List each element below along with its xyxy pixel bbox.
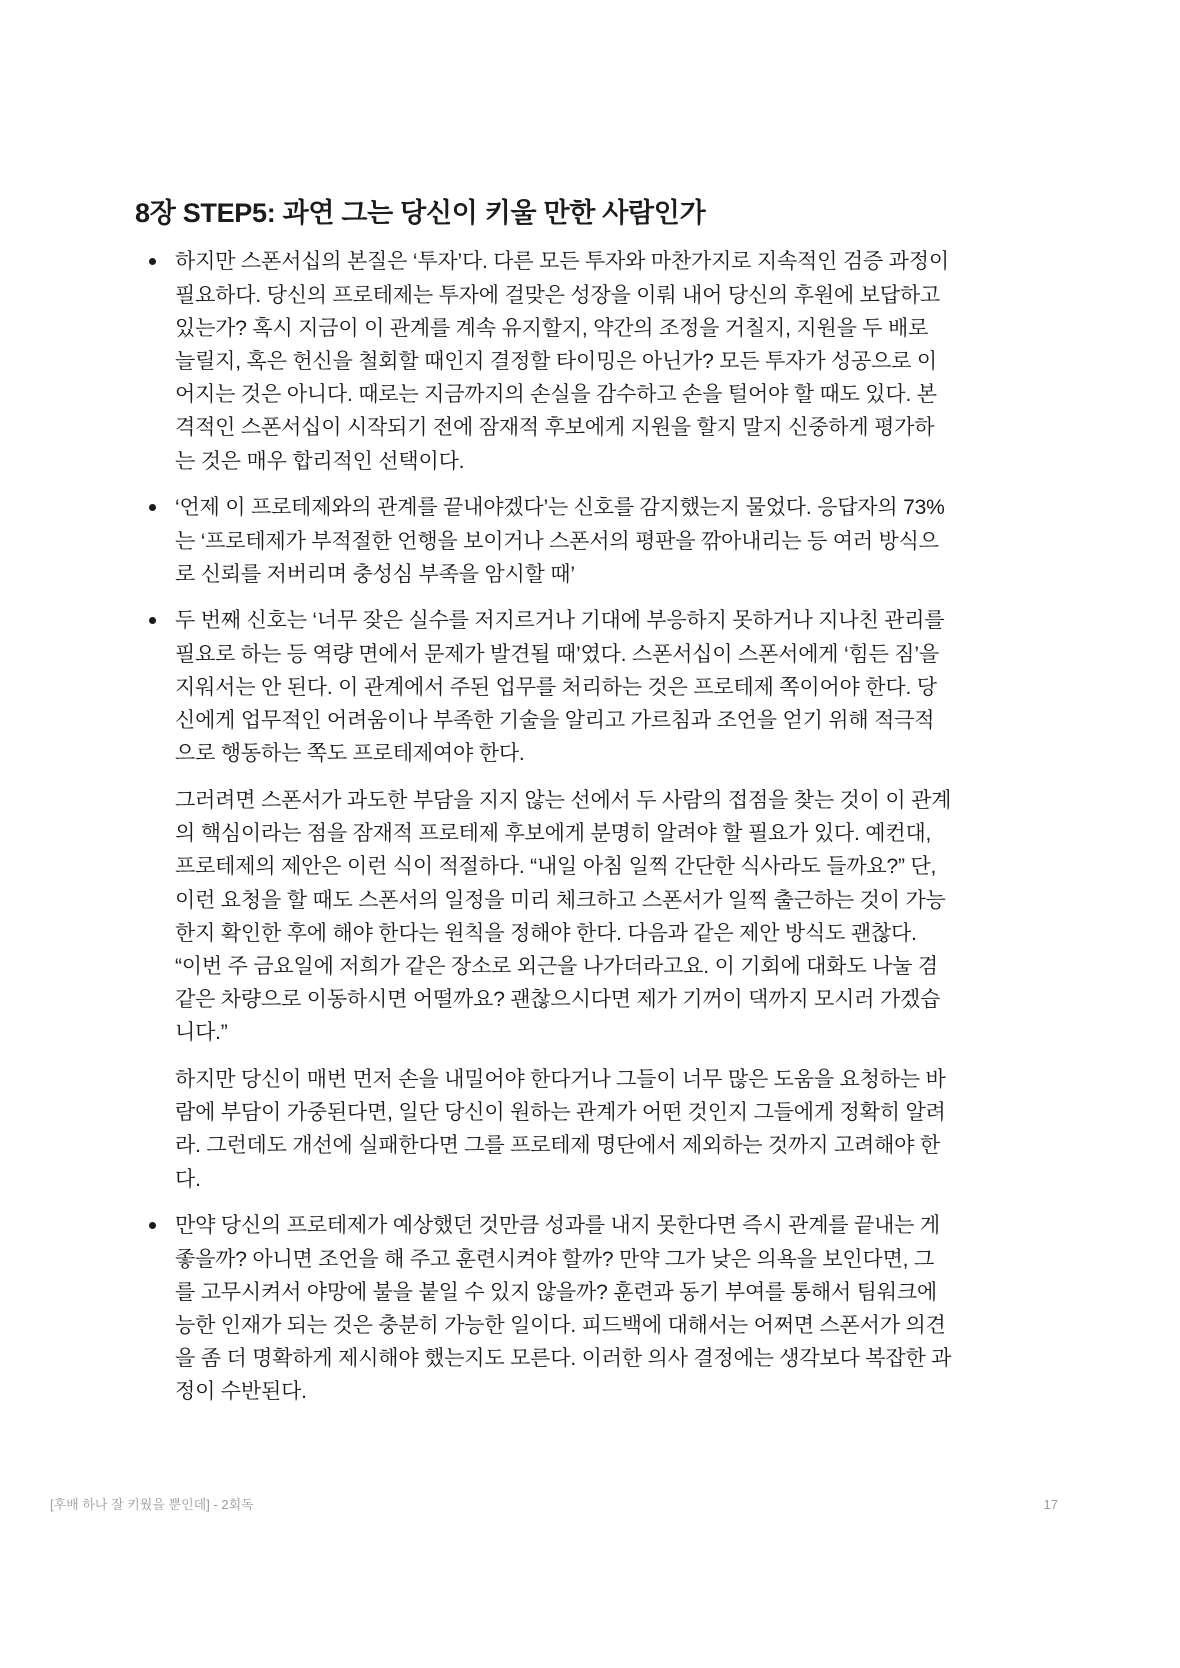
bullet-dot-icon [149,504,156,511]
text-line: 으로 행동하는 쪽도 프로테제여야 한다. [175,742,525,766]
text-line: 능한 인재가 되는 것은 충분히 가능한 일이다. 피드백에 대해서는 어쩌면 스폰서가 의견 [175,1313,946,1337]
text-line: 있는가? 혹시 지금이 이 관계를 계속 유지할지, 약간의 조정을 거칠지, 지원을 두 배로 [175,316,929,340]
bullet-item [135,1209,1035,1408]
bullet-dot-icon [149,1222,156,1229]
text-line: ‘언제 이 프로테제와의 관계를 끝내야겠다’는 신호를 감지했는지 물었다. 응답자의 73% [175,496,945,520]
footer-book-title: [후배 하나 잘 키웠을 뿐인데] - 2회독 [50,1497,254,1512]
text-line: 를 고무시켜서 야망에 불을 붙일 수 있지 않을까? 훈련과 동기 부여를 통해서 팀워크에 [175,1280,938,1304]
text-line: 격적인 스폰서십이 시작되기 전에 잠재적 후보에게 지원을 할지 말지 신중하게 평가하 [175,416,935,440]
text-line: 니다.” [175,1021,228,1045]
text-line: 두 번째 신호는 ‘너무 잦은 실수를 저지르거나 기대에 부응하지 못하거나 지나친 관리를 [175,609,945,633]
bullet-item [135,604,1035,770]
text-line: 만약 당신의 프로테제가 예상했던 것만큼 성과를 내지 못한다면 즉시 관계를 끝내는 게 [175,1214,940,1238]
text-line: 어지는 것은 아니다. 때로는 지금까지의 손실을 감수하고 손을 털어야 할 때도 있다. 본 [175,383,937,407]
text-line: 라. 그런데도 개선에 실패한다면 그를 프로테제 명단에서 제외하는 것까지 고려해야 한 [175,1134,940,1158]
text-line: 이런 요청을 할 때도 스폰서의 일정을 미리 체크하고 스폰서가 일찍 출근하는 것이 가능 [175,888,946,912]
text-line: 같은 차량으로 이동하시면 어떨까요? 괜찮으시다면 제가 기꺼이 댁까지 모시러 가겠습 [175,988,941,1012]
paragraph [135,1063,1035,1196]
text-line: 의 핵심이라는 점을 잠재적 프로테제 후보에게 분명히 알려야 할 필요가 있다. 예컨대, [175,822,932,846]
text-line: 는 것은 매우 합리적인 선택이다. [175,449,465,473]
text-line: 그러려면 스폰서가 과도한 부담을 지지 않는 선에서 두 사람의 접점을 찾는 것이 이 관계 [175,788,952,812]
chapter-title: 8장 STEP5: 과연 그는 당신이 키울 만한 사람인가 [135,198,706,228]
page-body [135,245,1035,1422]
text-line: 는 ‘프로테제가 부적절한 언행을 보이거나 스폰서의 평판을 깎아내리는 등 여러 방식으 [175,529,939,553]
bullet-item [135,245,1035,477]
text-line: 람에 부담이 가중된다면, 일단 당신이 원하는 관계가 어떤 것인지 그들에게 정확히 알려 [175,1101,946,1125]
paragraph [135,784,1035,1050]
text-line: 신에게 업무적인 어려움이나 부족한 기술을 알리고 가르침과 조언을 얻기 위해 적극적 [175,709,935,733]
text-line: 늘릴지, 혹은 헌신을 철회할 때인지 결정할 타이밍은 아닌가? 모든 투자가 성공으로 이 [175,350,938,373]
text-line: 한지 확인한 후에 해야 한다는 원칙을 정해야 한다. 다음과 같은 제안 방식도 괜찮다. [175,921,917,945]
bullet-dot-icon [149,617,156,624]
text-line: 지워서는 안 된다. 이 관계에서 주된 업무를 처리하는 것은 프로테제 쪽이어야 한다. 당 [175,675,937,699]
text-line: 필요로 하는 등 역량 면에서 문제가 발견될 때’였다. 스폰서십이 스폰서에게 ‘힘든 짐’을 [175,642,939,666]
bullet-item [135,491,1035,591]
bullet-dot-icon [149,258,156,265]
text-line: 좋을까? 아니면 조언을 해 주고 훈련시켜야 할까? 만약 그가 낮은 의욕을 보인다면, 그 [175,1247,935,1271]
text-line: 다. [175,1167,201,1191]
text-line: 프로테제의 제안은 이런 식이 적절하다. “내일 아침 일찍 간단한 식사라도 들까요?” 단, [175,855,937,879]
footer-page-number: 17 [1043,1497,1058,1512]
text-line: 하지만 스폰서십의 본질은 ‘투자’다. 다른 모든 투자와 마찬가지로 지속적인 검증 과정이 [175,250,949,274]
text-line: 필요하다. 당신의 프로테제는 투자에 걸맞은 성장을 이뤄 내어 당신의 후원에 보답하고 [175,283,940,307]
text-line: 하지만 당신이 매번 먼저 손을 내밀어야 한다거나 그들이 너무 많은 도움을 요청하는 바 [175,1068,946,1092]
text-line: 을 좀 더 명확하게 제시해야 했는지도 모른다. 이러한 의사 결정에는 생각보다 복잡한 과 [175,1347,952,1371]
text-line: 정이 수반된다. [175,1380,307,1404]
text-line: 로 신뢰를 저버리며 충성심 부족을 암시할 때’ [175,562,575,586]
text-line: “이번 주 금요일에 저희가 같은 장소로 외근을 나가더라고요. 이 기회에 대화도 나눌 겸 [175,954,938,978]
